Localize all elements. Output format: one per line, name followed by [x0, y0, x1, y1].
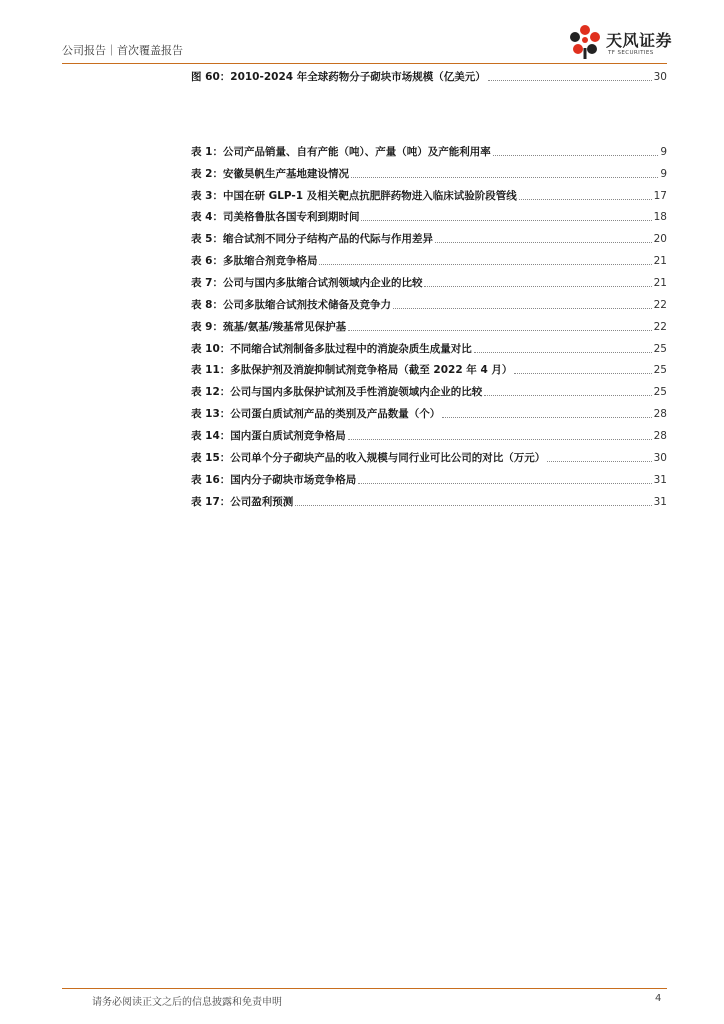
toc-entry-page: 31 [653, 474, 667, 486]
toc-entry-page: 25 [653, 364, 667, 376]
dot-leader [348, 330, 651, 331]
header-divider [62, 63, 667, 64]
toc-entry-page: 28 [653, 430, 667, 442]
toc-entry-title: 表 6：多肽缩合剂竞争格局 [191, 255, 318, 267]
report-type-label: 公司报告｜首次覆盖报告 [62, 44, 183, 57]
toc-entry[interactable] [191, 473, 667, 487]
toc-entry-page: 18 [653, 211, 667, 223]
toc-entry-page: 22 [653, 321, 667, 333]
dot-leader [547, 461, 651, 462]
toc-entry-page: 21 [653, 255, 667, 267]
dot-leader [424, 286, 651, 287]
dot-leader [474, 352, 652, 353]
dot-leader [295, 505, 651, 506]
toc-entry[interactable] [191, 342, 667, 356]
toc-entry-title: 表 12：公司与国内多肽保护试剂及手性消旋领域内企业的比较 [191, 386, 483, 398]
footer-divider [62, 988, 667, 989]
page-number: 4 [655, 993, 662, 1004]
dot-leader [519, 199, 652, 200]
dot-leader [488, 80, 652, 81]
dot-leader [319, 264, 651, 265]
dot-leader [442, 417, 651, 418]
toc-entry-page: 9 [660, 146, 667, 158]
toc-entry-title: 表 11：多肽保护剂及消旋抑制试剂竞争格局（截至 2022 年 4 月） [191, 364, 513, 376]
toc-entry-page: 25 [653, 386, 667, 398]
dot-leader [358, 483, 651, 484]
toc-entry-title: 表 14：国内蛋白质试剂竞争格局 [191, 430, 346, 442]
toc-entry-title: 表 1：公司产品销量、自有产能（吨）、产量（吨）及产能利用率 [191, 146, 491, 158]
toc-entry[interactable] [191, 232, 667, 246]
toc-entry-title: 表 4：司美格鲁肽各国专利到期时间 [191, 211, 360, 223]
toc-entry[interactable] [191, 495, 667, 509]
toc-entry-page: 25 [653, 343, 667, 355]
toc-entry-title: 图 60：2010-2024 年全球药物分子砌块市场规模（亿美元） [191, 71, 486, 83]
toc-entry-title: 表 13：公司蛋白质试剂产品的类别及产品数量（个） [191, 408, 441, 420]
toc-entry[interactable] [191, 189, 667, 203]
company-logo [568, 22, 678, 62]
toc-entry[interactable] [191, 210, 667, 224]
toc-entry-page: 30 [653, 452, 667, 464]
dot-leader [348, 439, 652, 440]
dot-leader [484, 395, 651, 396]
toc-entry-page: 17 [653, 190, 667, 202]
toc-entry[interactable] [191, 320, 667, 334]
toc-entry[interactable] [191, 407, 667, 421]
toc-entry-title: 表 17：公司盈利预测 [191, 496, 294, 508]
toc-entry-page: 31 [653, 496, 667, 508]
dot-leader [361, 220, 651, 221]
dot-leader [514, 373, 651, 374]
toc-entry-title: 表 5：缩合试剂不同分子结构产品的代际与作用差异 [191, 233, 433, 245]
toc-entry-title: 表 10：不同缩合试剂制备多肽过程中的消旋杂质生成量对比 [191, 343, 472, 355]
dot-leader [351, 177, 658, 178]
toc-entry[interactable] [191, 363, 667, 377]
toc-entry-page: 22 [653, 299, 667, 311]
logo-flower-icon [568, 24, 602, 60]
toc-entry-title: 表 2：安徽昊帆生产基地建设情况 [191, 168, 349, 180]
disclaimer-text: 请务必阅读正文之后的信息披露和免责申明 [92, 997, 282, 1008]
toc-entry-page: 21 [653, 277, 667, 289]
logo-name: 天风证券 [606, 31, 673, 50]
toc-entry-title: 表 9：巯基/氨基/羧基常见保护基 [191, 321, 347, 333]
logo-english-name: TF SECURITIES [608, 50, 654, 56]
toc-entry[interactable] [191, 254, 667, 268]
toc-entry-title: 表 7：公司与国内多肽缩合试剂领域内企业的比较 [191, 277, 423, 289]
toc-entry[interactable] [191, 145, 667, 159]
dot-leader [493, 155, 659, 156]
toc-entry[interactable] [191, 451, 667, 465]
toc-entry-title: 表 8：公司多肽缩合试剂技术储备及竞争力 [191, 299, 391, 311]
toc-entry-page: 28 [653, 408, 667, 420]
toc-entry[interactable] [191, 298, 667, 312]
toc-entry-page: 30 [653, 71, 667, 83]
dot-leader [393, 308, 652, 309]
toc-entry[interactable] [191, 385, 667, 399]
toc-entry[interactable] [191, 167, 667, 181]
toc-entry[interactable] [191, 276, 667, 290]
toc-entry-title: 表 15：公司单个分子砌块产品的收入规模与同行业可比公司的对比（万元） [191, 452, 546, 464]
toc-entry-title: 表 3：中国在研 GLP-1 及相关靶点抗肥胖药物进入临床试验阶段管线 [191, 190, 517, 202]
toc-entry[interactable] [191, 70, 667, 84]
toc-entry-page: 9 [660, 168, 667, 180]
toc-entry[interactable] [191, 429, 667, 443]
toc-entry-title: 表 16：国内分子砌块市场竞争格局 [191, 474, 357, 486]
dot-leader [435, 242, 652, 243]
toc-entry-page: 20 [653, 233, 667, 245]
